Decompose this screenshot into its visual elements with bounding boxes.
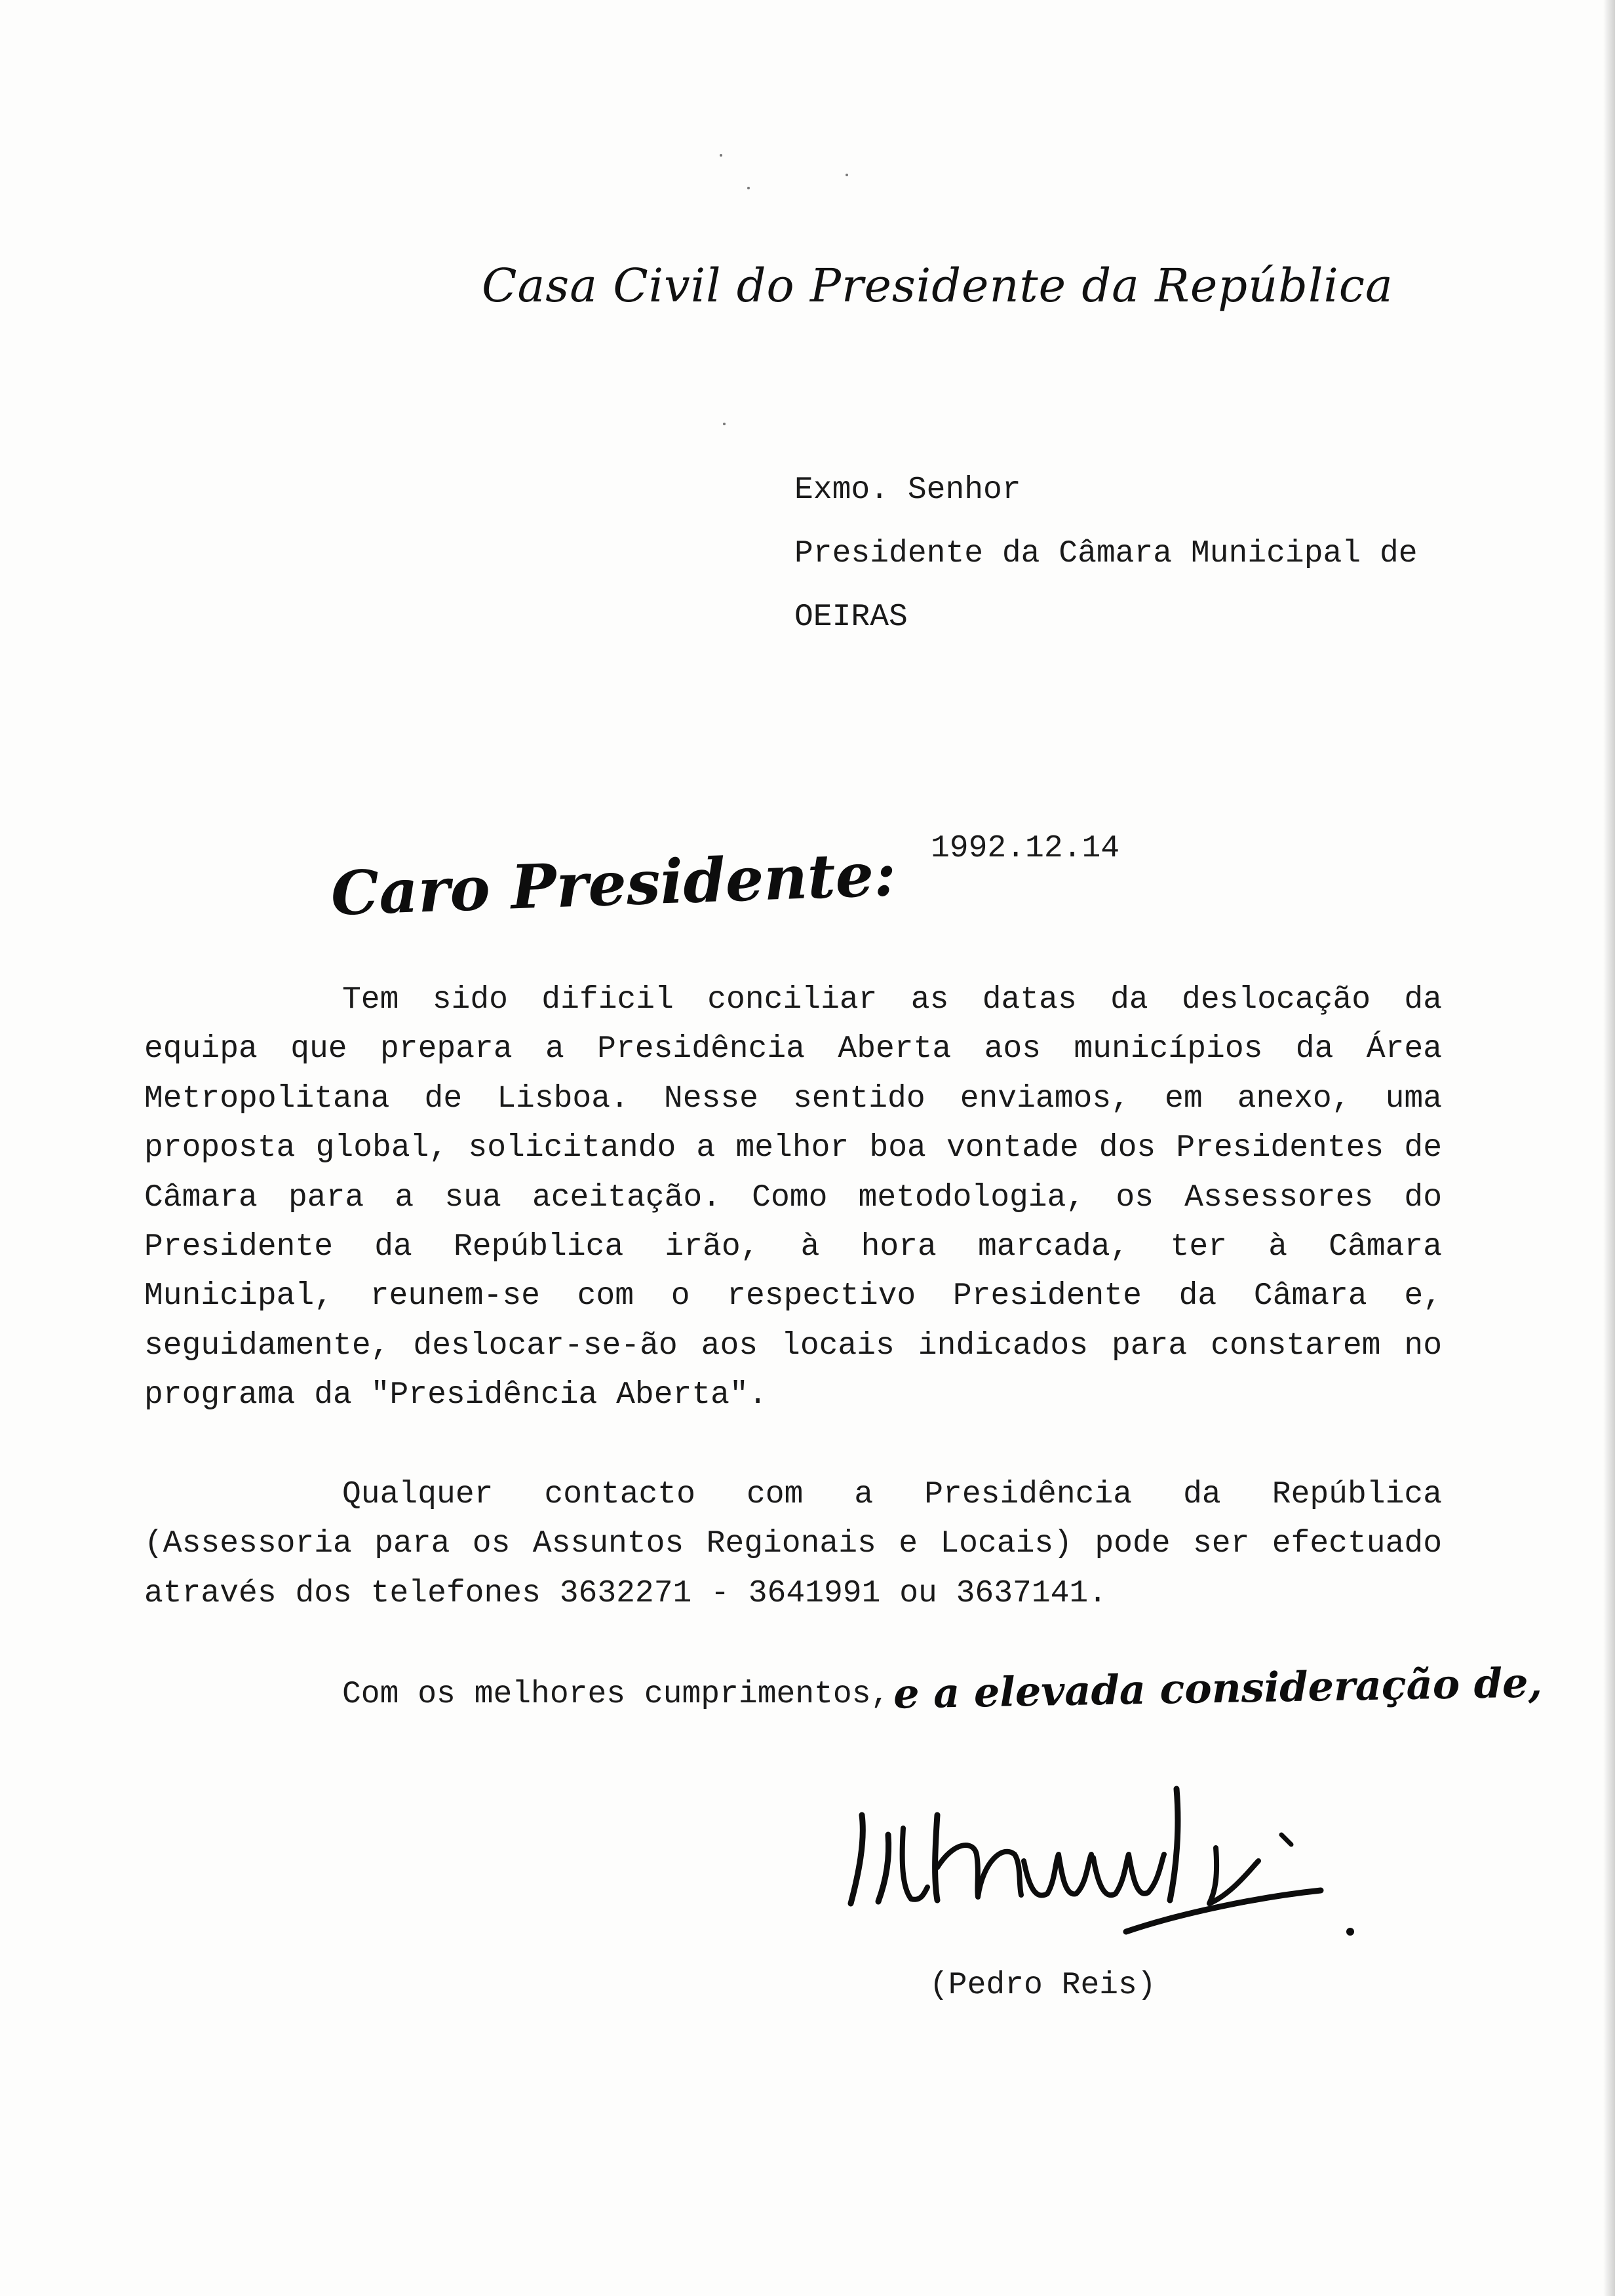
letter-date: 1992.12.14 [931,831,1120,866]
scan-speck [720,154,722,157]
closing-line [342,1658,1543,1718]
closing-typed: Com os melhores cumprimentos, [342,1677,890,1712]
recipient-salutation: Exmo. Senhor [794,472,1021,508]
signer-name: (Pedro Reis) [929,1968,1156,2003]
scan-edge-shadow [1603,0,1615,2296]
signature-image [839,1763,1376,1953]
scan-speck [723,423,726,425]
recipient-title: Presidente da Câmara Municipal de [794,536,1418,571]
body-paragraph-2: Qualquer contacto com a Presidência da República (Assessoria para os Assuntos Regionais e Locais) pode ser efectuado através dos telefones 3632271 - 3641991 ou 3637141. [144,1477,1442,1611]
scan-speck [846,174,848,176]
letterhead: Casa Civil do Presidente da República [482,259,1393,313]
body-paragraph-1: Tem sido dificil conciliar as datas da deslocação da equipa que prepara a Presidência Aberta aos municípios da Área Metropolitana de Lisboa. Nesse sentido enviamos, em anexo, uma proposta global, solicitando a melhor boa vontade dos Presidentes de Câmara para a sua aceitação. Como metodologia, os Assessores do Presidente da República irão, à hora marcada, ter à Câmara Municipal, reunem-se com o respectivo Presidente da Câmara e, seguidamente, deslocar-se-ão aos locais indicados para constarem no programa da "Presidência Aberta". [144,982,1442,1413]
handwritten-salutation: Caro Presidente: [330,838,897,929]
scan-speck [747,187,750,189]
recipient-municipality: OEIRAS [794,600,908,635]
recipient-block [794,459,1418,649]
closing-handwritten: e a elevada consideração de, [893,1658,1543,1718]
